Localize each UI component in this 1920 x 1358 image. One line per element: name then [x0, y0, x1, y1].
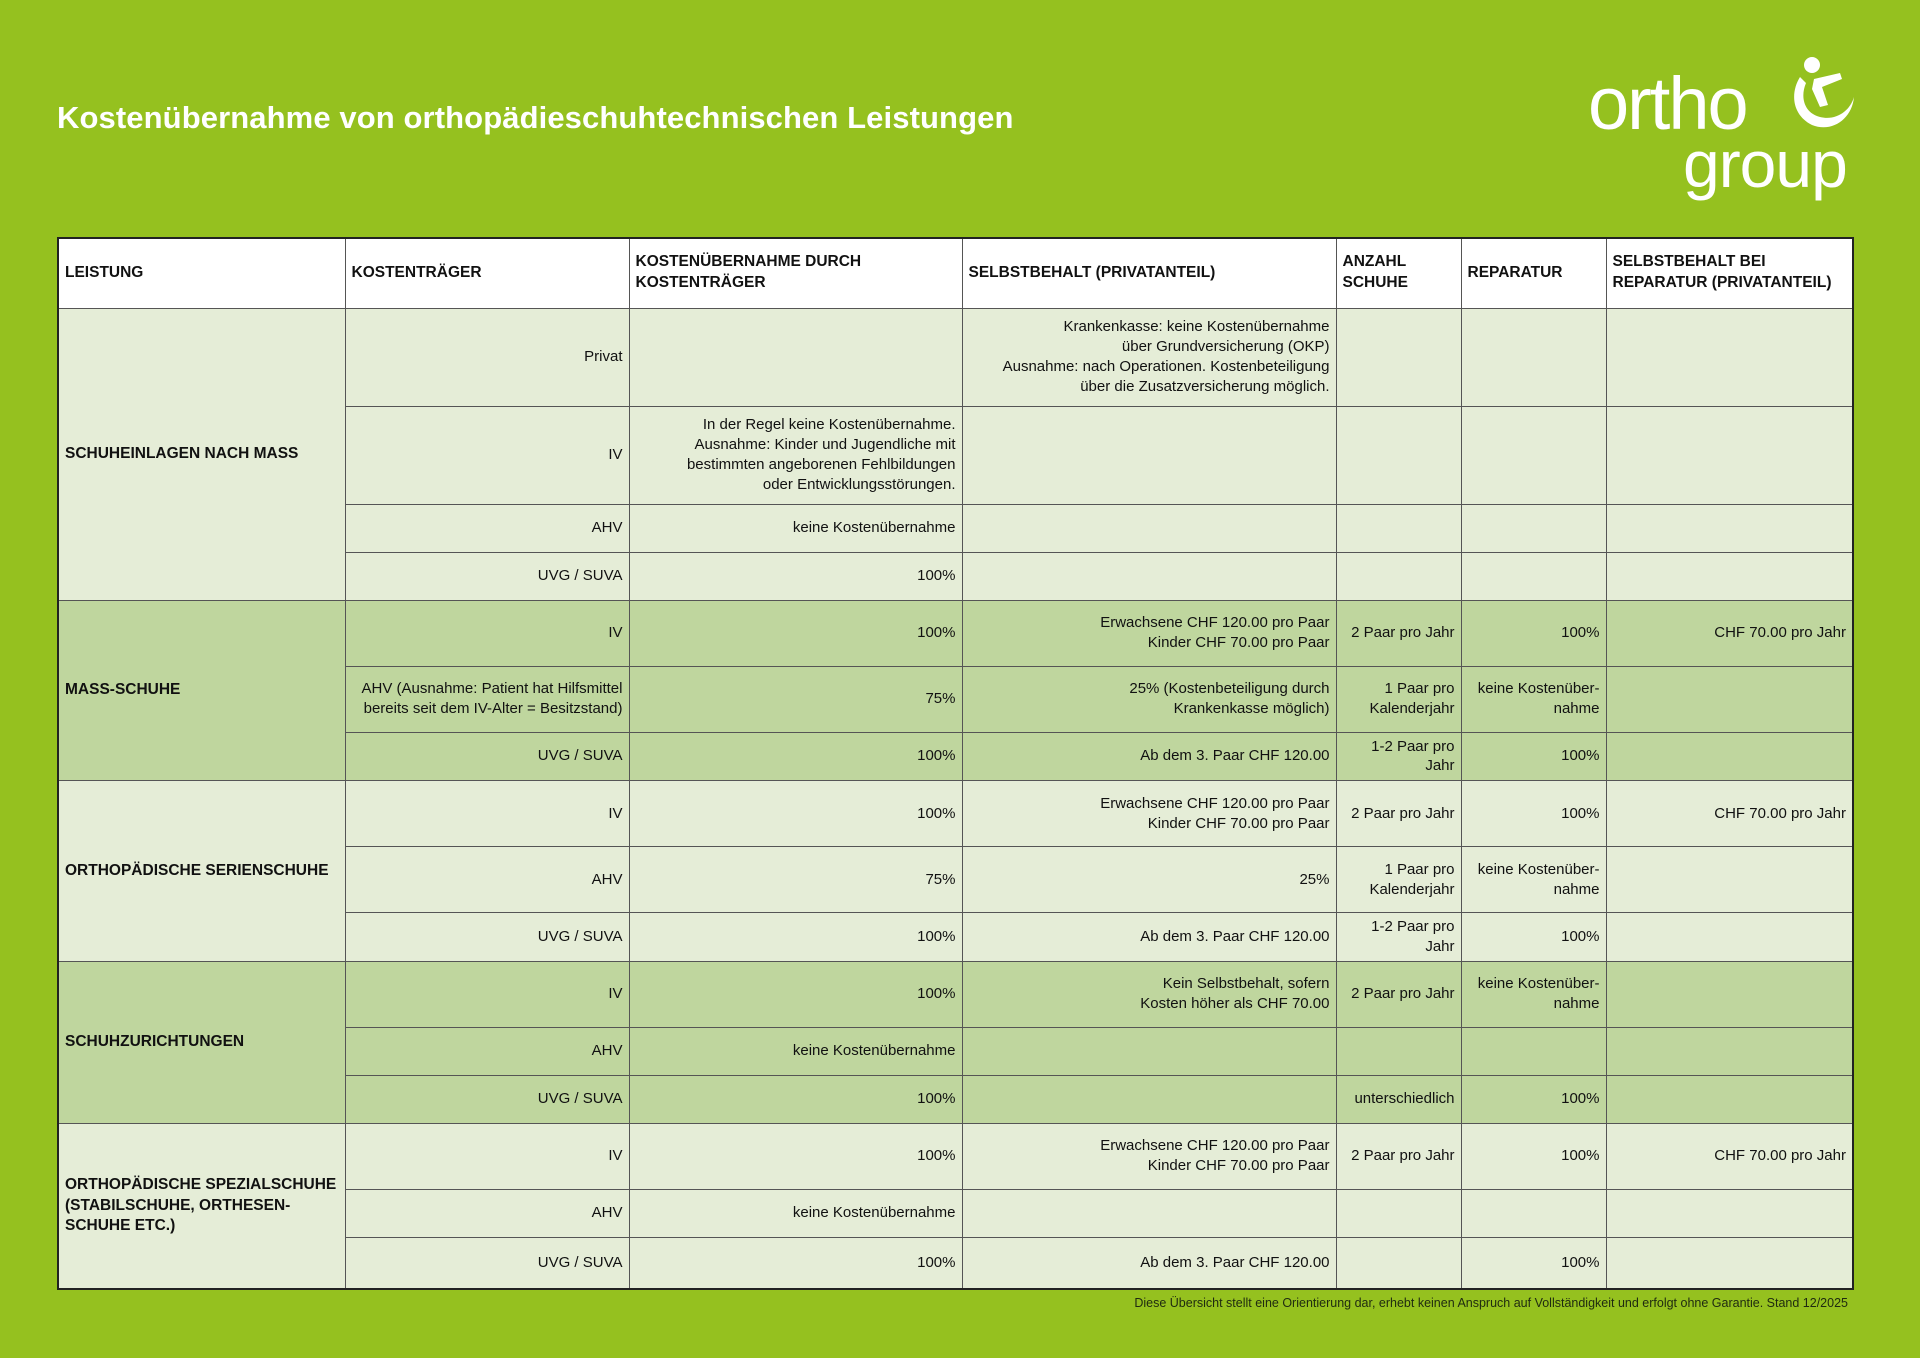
rep_selbstbehalt-cell [1606, 552, 1853, 600]
uebernahme-cell: 100% [629, 913, 962, 962]
selbstbehalt-cell [962, 552, 1336, 600]
uebernahme-cell: 100% [629, 1123, 962, 1189]
page-title: Kostenübernahme von orthopädieschuhtechnischen Leistungen [57, 100, 1014, 135]
anzahl-cell [1336, 1237, 1461, 1289]
table-row [58, 961, 1853, 1027]
table-row [58, 1123, 1853, 1189]
anzahl-cell: unterschiedlich [1336, 1075, 1461, 1123]
column-header: SELBSTBEHALT (PRIVATANTEIL) [962, 238, 1336, 308]
traeger-cell: AHV [345, 847, 629, 913]
reparatur-cell [1461, 1189, 1606, 1237]
logo-word-ortho: ortho [1588, 62, 1747, 145]
uebernahme-cell [629, 308, 962, 406]
anzahl-cell: 2 Paar pro Jahr [1336, 600, 1461, 666]
reparatur-cell: 100% [1461, 1237, 1606, 1289]
traeger-cell: AHV [345, 504, 629, 552]
leistung-cell: SCHUHZURICHTUNGEN [58, 961, 345, 1123]
traeger-cell: AHV (Ausnahme: Patient hat Hilfsmittel bereits seit dem IV-Alter = Besitzstand) [345, 666, 629, 732]
selbstbehalt-cell: Krankenkasse: keine Kostenübernahme über Grundversicherung (OKP) Ausnahme: nach Operationen. Kostenbeteiligung über die Zusatzversicherung möglich. [962, 308, 1336, 406]
rep_selbstbehalt-cell: CHF 70.00 pro Jahr [1606, 1123, 1853, 1189]
selbstbehalt-cell: Ab dem 3. Paar CHF 120.00 [962, 1237, 1336, 1289]
anzahl-cell: 2 Paar pro Jahr [1336, 961, 1461, 1027]
reparatur-cell [1461, 504, 1606, 552]
uebernahme-cell: 100% [629, 1237, 962, 1289]
anzahl-cell: 2 Paar pro Jahr [1336, 1123, 1461, 1189]
traeger-cell: UVG / SUVA [345, 1075, 629, 1123]
rep_selbstbehalt-cell [1606, 666, 1853, 732]
rep_selbstbehalt-cell: CHF 70.00 pro Jahr [1606, 600, 1853, 666]
selbstbehalt-cell: Erwachsene CHF 120.00 pro Paar Kinder CHF 70.00 pro Paar [962, 600, 1336, 666]
reparatur-cell: keine Kostenüber- nahme [1461, 961, 1606, 1027]
selbstbehalt-cell: Ab dem 3. Paar CHF 120.00 [962, 732, 1336, 781]
uebernahme-cell: keine Kostenübernahme [629, 1027, 962, 1075]
uebernahme-cell: keine Kostenübernahme [629, 504, 962, 552]
selbstbehalt-cell [962, 504, 1336, 552]
selbstbehalt-cell: Ab dem 3. Paar CHF 120.00 [962, 913, 1336, 962]
logo-word-group: group [1683, 127, 1847, 201]
anzahl-cell: 1-2 Paar pro Jahr [1336, 732, 1461, 781]
rep_selbstbehalt-cell [1606, 913, 1853, 962]
rep_selbstbehalt-cell [1606, 1075, 1853, 1123]
rep_selbstbehalt-cell [1606, 504, 1853, 552]
selbstbehalt-cell [962, 1027, 1336, 1075]
reparatur-cell: 100% [1461, 913, 1606, 962]
table-header-row [58, 238, 1853, 308]
cost-table [57, 237, 1854, 1290]
anzahl-cell [1336, 504, 1461, 552]
anzahl-cell: 2 Paar pro Jahr [1336, 781, 1461, 847]
column-header: ANZAHL SCHUHE [1336, 238, 1461, 308]
leistung-cell: ORTHOPÄDISCHE SPEZIALSCHUHE (STABILSCHUHE, ORTHESEN- SCHUHE ETC.) [58, 1123, 345, 1289]
person-swirl-icon [1770, 55, 1860, 145]
anzahl-cell [1336, 552, 1461, 600]
column-header: REPARATUR [1461, 238, 1606, 308]
reparatur-cell: 100% [1461, 600, 1606, 666]
uebernahme-cell: 75% [629, 847, 962, 913]
column-header: KOSTENTRÄGER [345, 238, 629, 308]
rep_selbstbehalt-cell: CHF 70.00 pro Jahr [1606, 781, 1853, 847]
selbstbehalt-cell: 25% (Kostenbeteiligung durch Krankenkasse möglich) [962, 666, 1336, 732]
uebernahme-cell: keine Kostenübernahme [629, 1189, 962, 1237]
leistung-cell: MASS-SCHUHE [58, 600, 345, 781]
anzahl-cell: 1-2 Paar pro Jahr [1336, 913, 1461, 962]
uebernahme-cell: 100% [629, 732, 962, 781]
traeger-cell: IV [345, 1123, 629, 1189]
anzahl-cell: 1 Paar pro Kalenderjahr [1336, 666, 1461, 732]
traeger-cell: IV [345, 961, 629, 1027]
reparatur-cell [1461, 406, 1606, 504]
footnote: Diese Übersicht stellt eine Orientierung dar, erhebt keinen Anspruch auf Vollständigkeit und erfolgt ohne Garantie. Stand 12/2025 [1134, 1296, 1848, 1310]
selbstbehalt-cell [962, 1189, 1336, 1237]
traeger-cell: UVG / SUVA [345, 1237, 629, 1289]
selbstbehalt-cell: 25% [962, 847, 1336, 913]
rep_selbstbehalt-cell [1606, 961, 1853, 1027]
uebernahme-cell: In der Regel keine Kostenübernahme. Ausnahme: Kinder und Jugendliche mit bestimmten angeborenen Fehlbildungen oder Entwicklungsstörungen. [629, 406, 962, 504]
uebernahme-cell: 75% [629, 666, 962, 732]
traeger-cell: AHV [345, 1189, 629, 1237]
uebernahme-cell: 100% [629, 1075, 962, 1123]
rep_selbstbehalt-cell [1606, 1237, 1853, 1289]
table-row [58, 781, 1853, 847]
leistung-cell: SCHUHEINLAGEN NACH MASS [58, 308, 345, 600]
anzahl-cell: 1 Paar pro Kalenderjahr [1336, 847, 1461, 913]
uebernahme-cell: 100% [629, 961, 962, 1027]
traeger-cell: IV [345, 600, 629, 666]
selbstbehalt-cell: Erwachsene CHF 120.00 pro Paar Kinder CHF 70.00 pro Paar [962, 781, 1336, 847]
reparatur-cell: 100% [1461, 732, 1606, 781]
uebernahme-cell: 100% [629, 552, 962, 600]
traeger-cell: Privat [345, 308, 629, 406]
uebernahme-cell: 100% [629, 781, 962, 847]
anzahl-cell [1336, 406, 1461, 504]
rep_selbstbehalt-cell [1606, 1189, 1853, 1237]
reparatur-cell: keine Kostenüber- nahme [1461, 666, 1606, 732]
rep_selbstbehalt-cell [1606, 1027, 1853, 1075]
traeger-cell: IV [345, 781, 629, 847]
reparatur-cell [1461, 1027, 1606, 1075]
reparatur-cell [1461, 308, 1606, 406]
uebernahme-cell: 100% [629, 600, 962, 666]
rep_selbstbehalt-cell [1606, 732, 1853, 781]
rep_selbstbehalt-cell [1606, 406, 1853, 504]
table-row [58, 600, 1853, 666]
selbstbehalt-cell: Kein Selbstbehalt, sofern Kosten höher als CHF 70.00 [962, 961, 1336, 1027]
table-row [58, 308, 1853, 406]
reparatur-cell: 100% [1461, 781, 1606, 847]
reparatur-cell: keine Kostenüber- nahme [1461, 847, 1606, 913]
reparatur-cell [1461, 552, 1606, 600]
selbstbehalt-cell [962, 406, 1336, 504]
traeger-cell: AHV [345, 1027, 629, 1075]
rep_selbstbehalt-cell [1606, 847, 1853, 913]
rep_selbstbehalt-cell [1606, 308, 1853, 406]
anzahl-cell [1336, 1027, 1461, 1075]
traeger-cell: UVG / SUVA [345, 732, 629, 781]
traeger-cell: UVG / SUVA [345, 552, 629, 600]
anzahl-cell [1336, 1189, 1461, 1237]
leistung-cell: ORTHOPÄDISCHE SERIENSCHUHE [58, 781, 345, 962]
anzahl-cell [1336, 308, 1461, 406]
reparatur-cell: 100% [1461, 1075, 1606, 1123]
traeger-cell: IV [345, 406, 629, 504]
reparatur-cell: 100% [1461, 1123, 1606, 1189]
column-header: LEISTUNG [58, 238, 345, 308]
selbstbehalt-cell: Erwachsene CHF 120.00 pro Paar Kinder CHF 70.00 pro Paar [962, 1123, 1336, 1189]
ortho-group-logo [1588, 55, 1858, 205]
column-header: KOSTENÜBERNAHME DURCH KOSTENTRÄGER [629, 238, 962, 308]
traeger-cell: UVG / SUVA [345, 913, 629, 962]
column-header: SELBSTBEHALT BEI REPARATUR (PRIVATANTEIL) [1606, 238, 1853, 308]
selbstbehalt-cell [962, 1075, 1336, 1123]
